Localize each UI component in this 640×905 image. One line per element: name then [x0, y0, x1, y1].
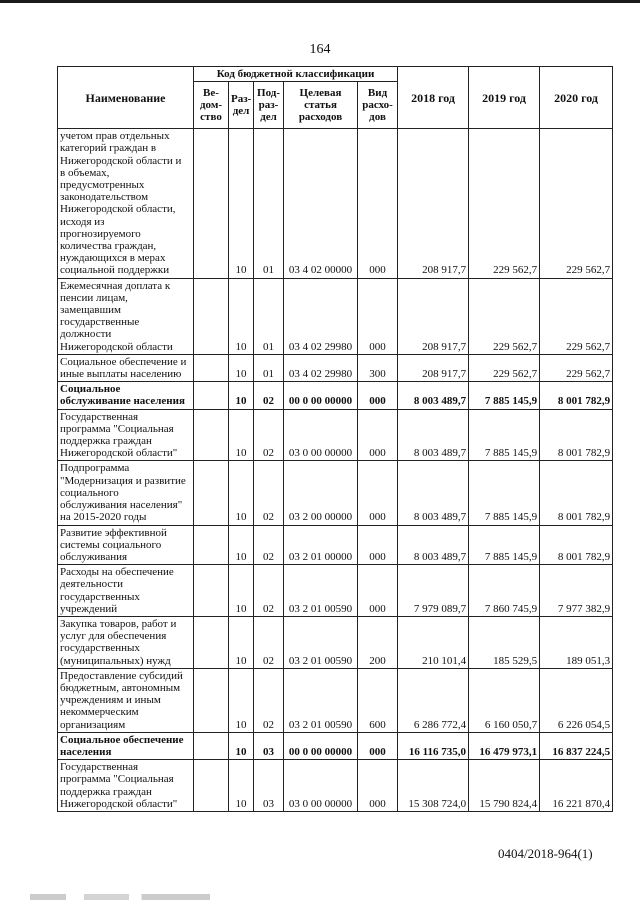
cell-vedomstvo	[194, 732, 229, 759]
cell-value-2020: 8 001 782,9	[540, 382, 613, 409]
cell-podrazdel: 02	[254, 616, 284, 668]
cell-value-2019: 185 529,5	[469, 616, 540, 668]
header-vedomstvo: Ве- дом- ство	[194, 82, 229, 129]
cell-podrazdel: 02	[254, 382, 284, 409]
cell-value-2019: 6 160 050,7	[469, 668, 540, 732]
cell-value-2019: 7 885 145,9	[469, 461, 540, 525]
cell-value-2019: 229 562,7	[469, 278, 540, 354]
cell-podrazdel: 02	[254, 461, 284, 525]
cell-value-2019: 7 885 145,9	[469, 382, 540, 409]
header-vid: Вид расхо- дов	[358, 82, 398, 129]
cell-vedomstvo	[194, 668, 229, 732]
table-row	[58, 461, 613, 525]
cell-value-2018: 8 003 489,7	[398, 409, 469, 461]
row-name: учетом прав отдельных категорий граждан в Нижегородской области и в объемах, предусмотренных законодательством Нижегородской области, исходя из прогнозируемого количества граждан, нуждающихся в мерах социальной поддержки	[58, 129, 194, 278]
cell-podrazdel: 01	[254, 129, 284, 278]
cell-value-2018: 6 286 772,4	[398, 668, 469, 732]
budget-table	[57, 66, 613, 812]
cell-value-2019: 229 562,7	[469, 129, 540, 278]
cell-razdel: 10	[229, 278, 254, 354]
table-row	[58, 525, 613, 565]
table-row	[58, 129, 613, 278]
page-number: 164	[309, 42, 331, 57]
cell-vedomstvo	[194, 382, 229, 409]
row-name: Предоставление субсидий бюджетным, автономным учреждениям и иным некоммерческим организациям	[58, 668, 194, 732]
cell-vedomstvo	[194, 525, 229, 565]
row-name: Социальное обеспечение и иные выплаты населению	[58, 354, 194, 381]
cell-value-2018: 210 101,4	[398, 616, 469, 668]
cell-value-2019: 7 885 145,9	[469, 525, 540, 565]
cell-podrazdel: 01	[254, 278, 284, 354]
cell-value-2020: 16 837 224,5	[540, 732, 613, 759]
header-2018: 2018 год	[398, 67, 469, 129]
cell-value-2018: 208 917,7	[398, 278, 469, 354]
cell-razdel: 10	[229, 354, 254, 381]
cell-razdel: 10	[229, 461, 254, 525]
cell-vid: 000	[358, 525, 398, 565]
cell-podrazdel: 02	[254, 525, 284, 565]
cell-razdel: 10	[229, 382, 254, 409]
cell-razdel: 10	[229, 409, 254, 461]
cell-value-2018: 208 917,7	[398, 354, 469, 381]
cell-value-2018: 7 979 089,7	[398, 565, 469, 617]
cell-podrazdel: 03	[254, 732, 284, 759]
cell-razdel: 10	[229, 565, 254, 617]
cell-value-2020: 6 226 054,5	[540, 668, 613, 732]
table-row	[58, 409, 613, 461]
row-name: Ежемесячная доплата к пенсии лицам, замещавшим государственные должности Нижегородской области	[58, 278, 194, 354]
cell-value-2019: 7 885 145,9	[469, 409, 540, 461]
cell-vid: 600	[358, 668, 398, 732]
table-row	[58, 760, 613, 812]
cell-tselevaya: 00 0 00 00000	[284, 382, 358, 409]
cell-vedomstvo	[194, 354, 229, 381]
header-2020: 2020 год	[540, 67, 613, 129]
table-row	[58, 382, 613, 409]
row-name: Государственная программа "Социальная поддержка граждан Нижегородской области"	[58, 409, 194, 461]
table-row	[58, 565, 613, 617]
header-2019: 2019 год	[469, 67, 540, 129]
cell-razdel: 10	[229, 525, 254, 565]
cell-tselevaya: 03 4 02 00000	[284, 129, 358, 278]
cell-razdel: 10	[229, 616, 254, 668]
cell-razdel: 10	[229, 732, 254, 759]
cell-value-2020: 7 977 382,9	[540, 565, 613, 617]
cell-tselevaya: 03 2 00 00000	[284, 461, 358, 525]
cell-value-2019: 7 860 745,9	[469, 565, 540, 617]
header-code-group: Код бюджетной классификации	[194, 67, 398, 82]
header-podrazdel: Под- раз- дел	[254, 82, 284, 129]
cell-podrazdel: 02	[254, 409, 284, 461]
cell-value-2020: 229 562,7	[540, 278, 613, 354]
cell-vedomstvo	[194, 565, 229, 617]
cell-podrazdel: 02	[254, 565, 284, 617]
cell-tselevaya: 03 2 01 00590	[284, 616, 358, 668]
row-name: Подпрограмма "Модернизация и развитие социального обслуживания населения" на 2015-2020 годы	[58, 461, 194, 525]
cell-vedomstvo	[194, 461, 229, 525]
top-border-line	[0, 0, 640, 3]
cell-value-2018: 208 917,7	[398, 129, 469, 278]
cell-tselevaya: 03 2 01 00590	[284, 565, 358, 617]
header-name: Наименование	[58, 67, 194, 129]
cell-tselevaya: 03 4 02 29980	[284, 278, 358, 354]
cell-tselevaya: 03 2 01 00590	[284, 668, 358, 732]
cell-vid: 000	[358, 732, 398, 759]
cell-tselevaya: 03 0 00 00000	[284, 409, 358, 461]
cell-vedomstvo	[194, 409, 229, 461]
cell-value-2018: 8 003 489,7	[398, 382, 469, 409]
cell-vid: 000	[358, 461, 398, 525]
cell-razdel: 10	[229, 760, 254, 812]
table-body	[58, 129, 613, 812]
cell-value-2020: 229 562,7	[540, 129, 613, 278]
row-name: Государственная программа "Социальная поддержка граждан Нижегородской области"	[58, 760, 194, 812]
table-row	[58, 616, 613, 668]
cell-value-2018: 16 116 735,0	[398, 732, 469, 759]
cell-podrazdel: 03	[254, 760, 284, 812]
row-name: Закупка товаров, работ и услуг для обеспечения государственных (муниципальных) нужд	[58, 616, 194, 668]
cell-vid: 300	[358, 354, 398, 381]
scan-artifact	[30, 894, 210, 900]
cell-vid: 000	[358, 409, 398, 461]
cell-podrazdel: 01	[254, 354, 284, 381]
cell-value-2020: 189 051,3	[540, 616, 613, 668]
cell-value-2019: 16 479 973,1	[469, 732, 540, 759]
cell-vedomstvo	[194, 278, 229, 354]
cell-value-2020: 8 001 782,9	[540, 461, 613, 525]
cell-value-2020: 8 001 782,9	[540, 525, 613, 565]
cell-vedomstvo	[194, 760, 229, 812]
table-row	[58, 732, 613, 759]
cell-razdel: 10	[229, 668, 254, 732]
cell-vid: 000	[358, 278, 398, 354]
header-razdel: Раз- дел	[229, 82, 254, 129]
row-name: Развитие эффективной системы социального обслуживания	[58, 525, 194, 565]
cell-value-2019: 229 562,7	[469, 354, 540, 381]
table-header	[58, 67, 613, 129]
cell-value-2018: 8 003 489,7	[398, 525, 469, 565]
header-tselevaya: Целевая статья расходов	[284, 82, 358, 129]
cell-tselevaya: 03 2 01 00000	[284, 525, 358, 565]
cell-razdel: 10	[229, 129, 254, 278]
cell-tselevaya: 03 0 00 00000	[284, 760, 358, 812]
cell-vid: 200	[358, 616, 398, 668]
cell-vid: 000	[358, 382, 398, 409]
table-row	[58, 278, 613, 354]
table-row	[58, 354, 613, 381]
cell-podrazdel: 02	[254, 668, 284, 732]
cell-value-2020: 229 562,7	[540, 354, 613, 381]
row-name: Расходы на обеспечение деятельности государственных учреждений	[58, 565, 194, 617]
cell-tselevaya: 00 0 00 00000	[284, 732, 358, 759]
cell-vedomstvo	[194, 616, 229, 668]
cell-value-2018: 15 308 724,0	[398, 760, 469, 812]
cell-vid: 000	[358, 760, 398, 812]
table-row	[58, 668, 613, 732]
cell-vid: 000	[358, 129, 398, 278]
cell-vedomstvo	[194, 129, 229, 278]
cell-value-2020: 16 221 870,4	[540, 760, 613, 812]
cell-value-2019: 15 790 824,4	[469, 760, 540, 812]
cell-value-2020: 8 001 782,9	[540, 409, 613, 461]
cell-tselevaya: 03 4 02 29980	[284, 354, 358, 381]
row-name: Социальное обеспечение населения	[58, 732, 194, 759]
document-code: 0404/2018-964(1)	[498, 846, 593, 861]
cell-value-2018: 8 003 489,7	[398, 461, 469, 525]
cell-vid: 000	[358, 565, 398, 617]
row-name: Социальное обслуживание населения	[58, 382, 194, 409]
